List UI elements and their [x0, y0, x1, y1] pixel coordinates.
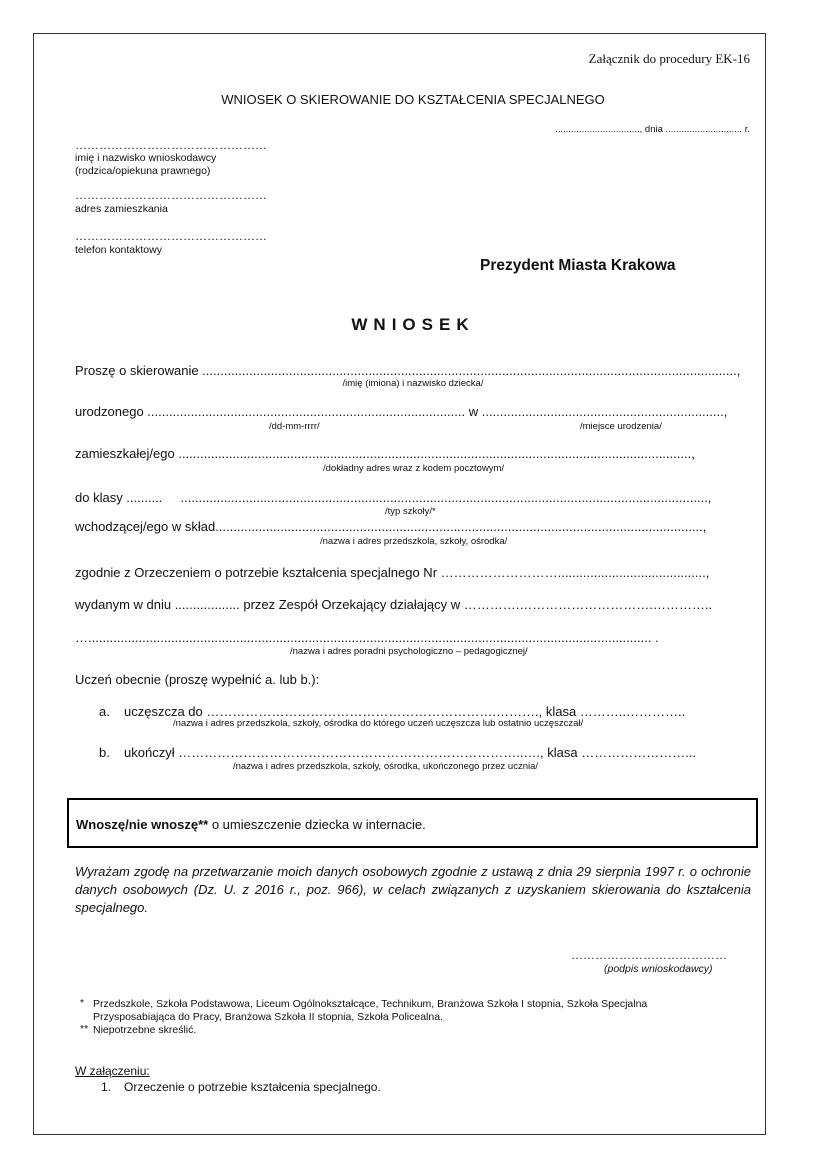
child-name-hint: /imię (imiona) i nazwisko dziecka/ [342, 378, 484, 389]
child-name-field[interactable]: Proszę o skierowanie ...................................................................................................................................................., [75, 363, 741, 378]
attachment-1: Orzeczenie o potrzebie kształcenia specjalnego. [124, 1080, 381, 1094]
option-a-marker: a. [99, 704, 110, 719]
applicant-address-field[interactable]: ………………………………………… [75, 188, 267, 202]
option-b-hint: /nazwa i adres przedszkola, szkoły, ośrodka, ukończonego przez ucznia/ [233, 761, 539, 772]
class-hint: /typ szkoły/* [385, 506, 436, 517]
boarding-rest: o umieszczenie dziecka w internacie. [208, 817, 426, 832]
footnote-1-line-2: Przysposabiająca do Pracy, Branżowa Szkoła II stopnia, Szkoła Policealna. [93, 1011, 443, 1023]
applicant-address-label: adres zamieszkania [75, 203, 168, 215]
issued-field[interactable]: wydanym w dniu .................. przez Zespół Orzekający działający w ………….………………………….………….. [75, 597, 713, 612]
form-title: WNIOSEK O SKIEROWANIE DO KSZTAŁCENIA SPECJALNEGO [221, 92, 605, 107]
option-a-field[interactable]: uczęszcza do ………………………………………………………….………., klasa ………..………….. [124, 704, 686, 719]
applicant-phone-label: telefon kontaktowy [75, 244, 162, 256]
class-field[interactable]: do klasy .......... .................................................................................................................................................., [75, 490, 712, 505]
birth-date-hint: /dd-mm-rrrr/ [269, 421, 320, 432]
consent-text: Wyrażam zgodę na przetwarzanie moich danych osobowych zgodnie z ustawą z dnia 29 sierpnia 1997 r. o ochronie danych osobowych (Dz. U. z 2016 r., poz. 966), w celach związanych z uzyskaniem skierowania do kształcenia specjalnego. [75, 864, 751, 915]
attachments-title: W załączeniu: [75, 1064, 150, 1078]
residence-field[interactable]: zamieszkałej/ego .............................................................................................................................................., [75, 446, 695, 461]
option-a-hint: /nazwa i adres przedszkola, szkoły, ośrodka do którego uczeń uczęszcza lub ostatnio uczęszczał/ [173, 718, 584, 729]
heading: WNIOSEK [351, 315, 475, 334]
birth-place-hint: /miejsce urodzenia/ [580, 421, 662, 432]
clinic-hint: /nazwa i adres poradni psychologiczno – pedagogicznej/ [290, 646, 528, 657]
applicant-name-field[interactable]: ………………………………………… [75, 138, 267, 152]
clinic-field[interactable]: …............................................................................................................................................................ . [75, 630, 659, 645]
school-part-hint: /nazwa i adres przedszkola, szkoły, ośrodka/ [320, 536, 508, 547]
footnote-1-line-1: Przedszkole, Szkoła Podstawowa, Liceum Ogólnokształcące, Technikum, Branżowa Szkoła I stopnia, Szkoła Specjalna [93, 998, 648, 1010]
footnote-2-text: Niepotrzebne skreślić. [93, 1024, 197, 1036]
boarding-choice[interactable]: Wnoszę/nie wnoszę** [76, 817, 209, 832]
signature-label: (podpis wnioskodawcy) [604, 963, 713, 975]
boarding-statement[interactable] [76, 817, 426, 832]
decision-number-field[interactable]: zgodnie z Orzeczeniem o potrzebie kształcenia specjalnego Nr ………………………........................................., [75, 565, 710, 580]
signature-field[interactable]: ………………………………… [571, 948, 727, 962]
birth-field[interactable]: urodzonego ........................................................................................ w ..................................................................., [75, 404, 728, 419]
school-part-field[interactable]: wchodzącej/ego w skład......................................................................................................................................., [75, 519, 707, 534]
annex-label: Załącznik do procedury EK-16 [588, 51, 750, 66]
applicant-name-sublabel: (rodzica/opiekuna prawnego) [75, 165, 211, 177]
option-b-field[interactable]: ukończył ……………………………………………………………………..…., klasa ……………………... [124, 745, 697, 760]
option-b-marker: b. [99, 745, 110, 760]
student-intro: Uczeń obecnie (proszę wypełnić a. lub b.): [75, 672, 320, 687]
addressee: Prezydent Miasta Krakowa [480, 257, 676, 274]
applicant-phone-field[interactable]: ………………………………………… [75, 229, 267, 243]
footnote-2-marker: ** [80, 1023, 89, 1035]
attachment-1-number: 1. [101, 1080, 112, 1094]
applicant-name-label: imię i nazwisko wnioskodawcy [75, 152, 217, 164]
residence-hint: /dokładny adres wraz z kodem pocztowym/ [323, 463, 505, 474]
footnote-1-marker: * [80, 997, 85, 1009]
date-field[interactable]: ................................, dnia ............................. r. [555, 124, 750, 135]
